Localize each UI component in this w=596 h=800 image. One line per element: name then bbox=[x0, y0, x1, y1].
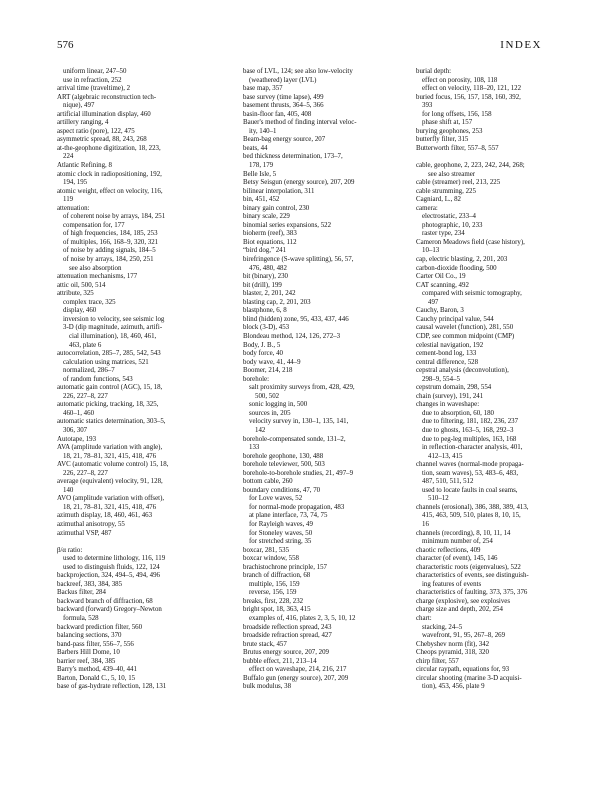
index-subentry: sonic logging in, 500 bbox=[249, 401, 308, 409]
index-entry: butterfly filter, 315 bbox=[416, 136, 469, 144]
index-entry: causal wavelet (function), 281, 550 bbox=[416, 324, 514, 332]
index-entry: bit (binary), 230 bbox=[243, 273, 288, 281]
index-entry: balancing sections, 370 bbox=[57, 632, 122, 640]
index-subentry: effect on porosity, 108, 118 bbox=[422, 76, 498, 84]
index-entry: azimuthal anisotropy, 55 bbox=[57, 520, 125, 528]
index-entry: borehole televiewer, 500, 503 bbox=[243, 461, 325, 469]
index-entry: Carter Oil Co., 19 bbox=[416, 273, 466, 281]
index-entry: Bauer's method of finding interval veloc- bbox=[243, 119, 357, 127]
index-subentry: due to filtering, 181, 182, 236, 237 bbox=[422, 418, 519, 426]
index-entry: Betsy Seisgun (energy source), 207, 209 bbox=[243, 179, 355, 187]
index-subentry: stacking, 24–5 bbox=[422, 623, 463, 631]
index-section-gap bbox=[416, 153, 544, 162]
index-entry: Autotape, 193 bbox=[57, 435, 97, 443]
index-entry: ART (algebraic reconstruction tech- bbox=[57, 93, 157, 101]
index-entry: blaster, 2, 201, 242 bbox=[243, 290, 296, 298]
index-entry: base map, 357 bbox=[243, 85, 283, 93]
index-entry: Cauchy, Baron, 3 bbox=[416, 307, 464, 315]
index-entry: bed thickness determination, 173–7, bbox=[243, 153, 343, 161]
index-entry: base survey (time lapse), 499 bbox=[243, 93, 324, 101]
index-entry: basin-floor fan, 405, 408 bbox=[243, 110, 312, 118]
index-entry: cable, geophone, 2, 223, 242, 244, 268; bbox=[416, 162, 525, 170]
index-subentry: nique), 497 bbox=[63, 102, 95, 110]
index-entry: channels (recording), 8, 10, 11, 14 bbox=[416, 529, 511, 537]
index-entry: backward branch of diffraction, 68 bbox=[57, 597, 153, 605]
index-entry: broadside reflection spread, 243 bbox=[243, 623, 332, 631]
index-subentry: reverse, 156, 159 bbox=[249, 589, 297, 597]
index-subentry: tion, seam waves), 53, 483–6, 483, bbox=[422, 469, 519, 477]
index-subentry: at plane interface, 73, 74, 75 bbox=[249, 512, 328, 520]
index-subentry: inversion to velocity, see seismic log bbox=[63, 315, 165, 323]
index-entry: CDP, see common midpoint (CMP) bbox=[416, 332, 515, 340]
index-entry: Barbers Hill Dome, 10 bbox=[57, 649, 120, 657]
index-subentry: 224 bbox=[63, 153, 74, 161]
index-subentry: cial illumination), 18, 460, 461, bbox=[69, 332, 157, 340]
index-subentry: photographic, 10, 233 bbox=[422, 221, 483, 229]
index-entry: bit (drill), 199 bbox=[243, 281, 282, 289]
index-subentry: electrostatic, 233–4 bbox=[422, 213, 476, 221]
index-entry: charge (explosive), see explosives bbox=[416, 597, 511, 605]
index-subentry: 10–13 bbox=[422, 247, 440, 255]
index-entry: buried focus, 156, 157, 158, 160, 392, bbox=[416, 93, 521, 101]
index-entry: AVA (amplitude variation with angle), bbox=[57, 444, 163, 452]
index-subentry: for long offsets, 156, 158 bbox=[422, 110, 492, 118]
index-entry: automatic gain control (AGC), 15, 18, bbox=[57, 384, 163, 392]
index-entry: AVC (automatic volume control) 15, 18, bbox=[57, 461, 169, 469]
index-entry: arrival time (traveltime), 2 bbox=[57, 85, 131, 93]
index-entry: borehole-compensated sonde, 131–2, bbox=[243, 435, 346, 443]
index-subentry: of high frequencies, 184, 185, 253 bbox=[63, 230, 158, 238]
index-subentry: of coherent noise by arrays, 184, 251 bbox=[63, 213, 166, 221]
index-subentry: 298–9, 554–5 bbox=[422, 375, 460, 383]
index-entry: automatic picking, tracking, 18, 325, bbox=[57, 401, 159, 409]
index-entry: base of gas-hydrate reflection, 128, 131 bbox=[57, 683, 167, 691]
index-entry: character (of event), 145, 146 bbox=[416, 555, 498, 563]
index-subentry: salt proximity surveys from, 428, 429, bbox=[249, 384, 355, 392]
index-subentry: display, 460 bbox=[63, 307, 97, 315]
index-entry: boundary conditions, 47, 70 bbox=[243, 486, 321, 494]
index-entry: cable strumming, 225 bbox=[416, 187, 476, 195]
index-subentry: of noise by adding signals, 184–5 bbox=[63, 247, 156, 255]
index-subentry: 119 bbox=[63, 196, 74, 204]
index-entry: circular shooting (marine 3-D acquisi- bbox=[416, 674, 522, 682]
index-entry: autocorrelation, 285–7, 285, 542, 543 bbox=[57, 350, 161, 358]
index-entry: base of LVL, 124; see also low-velocity bbox=[243, 68, 353, 75]
index-entry: attenuation: bbox=[57, 204, 90, 212]
index-subentry: complex trace, 325 bbox=[63, 298, 116, 306]
index-entry: Beam-bag energy source, 207 bbox=[243, 136, 326, 144]
index-subentry: 133 bbox=[249, 444, 260, 452]
index-entry: Belle Isle, 5 bbox=[243, 170, 277, 178]
index-subentry: 306, 307 bbox=[63, 426, 88, 434]
index-entry: block (3-D), 453 bbox=[243, 324, 290, 332]
index-entry: Blondeau method, 124, 126, 272–3 bbox=[243, 332, 341, 340]
index-entry: boxcar, 281, 535 bbox=[243, 546, 290, 554]
index-entry: borehole geophone, 130, 488 bbox=[243, 452, 324, 460]
index-subentry: due to peg-leg multiples, 163, 168 bbox=[422, 435, 517, 443]
index-entry: Cauchy principal value, 544 bbox=[416, 315, 494, 323]
index-subentry: 460–1, 460 bbox=[63, 409, 95, 417]
index-subentry: 226, 227–8, 227 bbox=[63, 469, 108, 477]
index-entry: cap, electric blasting, 2, 201, 203 bbox=[416, 256, 508, 264]
index-subentry: examples of, 416, plates 2, 3, 5, 10, 12 bbox=[249, 615, 356, 622]
index-subentry: 142 bbox=[255, 426, 266, 434]
index-subentry: phase shift at, 157 bbox=[422, 119, 473, 127]
index-entry: backprojection, 324, 494–5, 494, 496 bbox=[57, 572, 160, 580]
index-entry: “bird dog,” 241 bbox=[243, 247, 287, 255]
index-subentry: due to ghosts, 163–5, 168, 292–3 bbox=[422, 426, 514, 434]
index-subentry: 178, 179 bbox=[249, 162, 274, 170]
index-entry: central difference, 528 bbox=[416, 358, 479, 366]
index-subentry: 476, 480, 482 bbox=[249, 264, 287, 272]
index-subentry: 194, 195 bbox=[63, 179, 88, 187]
index-subentry: ing features of events bbox=[422, 580, 482, 588]
index-entry: cable (streamer) reel, 213, 225 bbox=[416, 179, 501, 187]
index-subentry: 3-D (dip magnitude, azimuth, artifi- bbox=[63, 324, 163, 332]
index-entry: boxcar window, 558 bbox=[243, 555, 300, 563]
index-entry: Backus filter, 284 bbox=[57, 589, 106, 597]
index-subentry: velocity survey in, 130–1, 135, 141, bbox=[249, 418, 349, 426]
index-subentry: 412–13, 415 bbox=[428, 452, 463, 460]
index-entry: azimuthal VSP, 487 bbox=[57, 529, 112, 537]
index-entry: Atlantic Refining, 8 bbox=[57, 162, 112, 170]
index-subentry: 16 bbox=[422, 520, 429, 528]
index-subentry: effect on waveshape, 214, 216, 217 bbox=[249, 666, 347, 674]
index-entry: bubble effect, 211, 213–14 bbox=[243, 657, 317, 665]
index-subentry: 226, 227–8, 227 bbox=[63, 392, 108, 400]
index-entry: Buffalo gun (energy source), 207, 209 bbox=[243, 674, 349, 682]
index-subentry: used to distinguish fluids, 122, 124 bbox=[63, 563, 160, 571]
index-entry: birefringence (S-wave splitting), 56, 57, bbox=[243, 256, 354, 264]
index-entry: Barry's method, 439–40, 441 bbox=[57, 666, 137, 674]
index-subentry: of multiples, 166, 168–9, 320, 321 bbox=[63, 238, 159, 246]
index-entry: cepstral analysis (deconvolution), bbox=[416, 367, 509, 375]
index-entry: characteristic roots (eigenvalues), 522 bbox=[416, 563, 521, 571]
index-entry: at-the-geophone digitization, 18, 223, bbox=[57, 144, 161, 152]
index-entry: bright spot, 18, 363, 415 bbox=[243, 606, 311, 614]
index-subentry: for stretched string, 35 bbox=[249, 538, 312, 546]
index-entry: changes in waveshape: bbox=[416, 401, 480, 409]
index-subentry: ity, 140–1 bbox=[249, 127, 277, 135]
index-entry: band-pass filter, 556–7, 556 bbox=[57, 640, 134, 648]
index-entry: characteristics of events, see distinguish- bbox=[416, 572, 529, 580]
index-entry: beats, 44 bbox=[243, 144, 268, 152]
index-entry: channels (erosional), 386, 388, 389, 413, bbox=[416, 503, 529, 511]
index-entry: asymmetric spread, 88, 243, 268 bbox=[57, 136, 147, 144]
index-entry: borehole-to-borehole studies, 21, 497–9 bbox=[243, 469, 354, 477]
index-entry: channel waves (normal-mode propaga- bbox=[416, 461, 524, 469]
index-entry: Chebyshev norm (fit), 342 bbox=[416, 640, 490, 648]
index-subentry: due to absorption, 60, 180 bbox=[422, 409, 494, 417]
index-subentry: used to locate faults in coal seams, bbox=[422, 486, 518, 494]
index-entry: bioherm (reef), 383 bbox=[243, 230, 297, 238]
index-subentry: multiple, 156, 159 bbox=[249, 580, 300, 588]
index-subentry: formula, 528 bbox=[63, 615, 99, 622]
index-entry: burial depth: bbox=[416, 68, 452, 75]
index-entry: Biot equations, 112 bbox=[243, 238, 297, 246]
index-subentry: normalized, 286–7 bbox=[63, 367, 115, 375]
index-entry: bilinear interpolation, 311 bbox=[243, 187, 315, 195]
index-entry: bin, 451, 452 bbox=[243, 196, 280, 204]
index-entry: basement thrusts, 364–5, 366 bbox=[243, 102, 324, 110]
index-entry: chain (survey), 191, 241 bbox=[416, 392, 484, 400]
index-entry: automatic statics determination, 303–5, bbox=[57, 418, 166, 426]
index-subentry: for normal-mode propagation, 483 bbox=[249, 503, 345, 511]
index-subentry: 393 bbox=[422, 102, 433, 110]
index-entry: bulk modulus, 38 bbox=[243, 683, 292, 691]
index-subentry: effect on velocity, 118–20, 121, 122 bbox=[422, 85, 522, 93]
index-entry: azimuth display, 18, 460, 461, 463 bbox=[57, 512, 153, 520]
index-subentry: 415, 463, 509, 510, plates 8, 10, 15, bbox=[422, 512, 521, 520]
index-entry: cepstrum domain, 298, 554 bbox=[416, 384, 492, 392]
index-subentry: compensation for, 177 bbox=[63, 221, 125, 229]
index-subentry: uniform linear, 247–50 bbox=[63, 68, 127, 75]
index-entry: characteristics of faulting, 373, 375, 376 bbox=[416, 589, 528, 597]
index-subentry: see also streamer bbox=[428, 170, 476, 178]
index-subentry: of noise by arrays, 184, 250, 251 bbox=[63, 256, 154, 264]
index-entry: body wave, 41, 44–9 bbox=[243, 358, 301, 366]
index-entry: aspect ratio (pore), 122, 475 bbox=[57, 127, 135, 135]
index-entry: backward (forward) Gregory–Newton bbox=[57, 606, 162, 614]
index-entry: brachistochrone principle, 157 bbox=[243, 563, 327, 571]
index-section-gap bbox=[57, 538, 232, 547]
index-entry: Boomer, 214, 218 bbox=[243, 367, 293, 375]
index-entry: binary gain control, 230 bbox=[243, 204, 310, 212]
index-entry: AVO (amplitude variation with offset), bbox=[57, 495, 165, 503]
index-subentry: used to determine lithology, 116, 119 bbox=[63, 555, 166, 563]
index-entry: cement-bond log, 133 bbox=[416, 350, 477, 358]
index-entry: blastphone, 6, 8 bbox=[243, 307, 287, 315]
index-entry: backreef, 383, 384, 385 bbox=[57, 580, 123, 588]
index-entry: branch of diffraction, 68 bbox=[243, 572, 311, 580]
page-number: 576 bbox=[57, 39, 74, 51]
index-entry: attic oil, 500, 514 bbox=[57, 281, 106, 289]
index-subentry: compared with seismic tomography, bbox=[422, 290, 522, 298]
index-subentry: (weathered) layer (LVL) bbox=[249, 76, 317, 84]
index-column-3 bbox=[416, 68, 544, 692]
page-header bbox=[57, 39, 542, 53]
index-entry: brute stack, 457 bbox=[243, 640, 287, 648]
index-subentry: 510–12 bbox=[428, 495, 449, 503]
index-subentry: for Love waves, 52 bbox=[249, 495, 303, 503]
section-title: INDEX bbox=[500, 39, 542, 51]
index-entry: chart: bbox=[416, 615, 432, 622]
index-entry: circular raypath, equations for, 93 bbox=[416, 666, 510, 674]
index-column-2 bbox=[243, 68, 409, 692]
index-subentry: in reflection-character analysis, 401, bbox=[422, 444, 523, 452]
index-subentry: minimum number of, 254 bbox=[422, 538, 493, 546]
index-subentry: 18, 21, 78–81, 321, 415, 418, 476 bbox=[63, 452, 157, 460]
index-subentry: sources in, 205 bbox=[249, 409, 291, 417]
index-subentry: use in refraction, 252 bbox=[63, 76, 122, 84]
index-entry: Cagniard, L., 82 bbox=[416, 196, 461, 204]
index-entry: blasting cap, 2, 201, 203 bbox=[243, 298, 311, 306]
index-entry: β/α ratio: bbox=[57, 546, 83, 554]
index-subentry: 18, 21, 78–81, 321, 415, 418, 476 bbox=[63, 503, 157, 511]
index-entry: Body, J. B., 5 bbox=[243, 341, 281, 349]
index-entry: binomial series expansions, 522 bbox=[243, 221, 332, 229]
index-entry: attribute, 325 bbox=[57, 290, 94, 298]
index-subentry: raster type, 234 bbox=[422, 230, 465, 238]
index-subentry: for Rayleigh waves, 49 bbox=[249, 520, 313, 528]
index-entry: Cameron Meadows field (case history), bbox=[416, 238, 525, 246]
index-entry: barrier reef, 384, 385 bbox=[57, 657, 116, 665]
index-entry: chirp filter, 557 bbox=[416, 657, 459, 665]
index-subentry: 140 bbox=[63, 486, 74, 494]
index-entry: backward prediction filter, 560 bbox=[57, 623, 143, 631]
index-entry: Barton, Donald C., 5, 10, 15 bbox=[57, 674, 136, 682]
index-entry: carbon-dioxide flooding, 500 bbox=[416, 264, 497, 272]
index-entry: celestial navigation, 192 bbox=[416, 341, 484, 349]
index-entry: Brutus energy source, 207, 209 bbox=[243, 649, 329, 657]
index-entry: attenuation mechanisms, 177 bbox=[57, 273, 138, 281]
index-entry: Cheops pyramid, 318, 320 bbox=[416, 649, 489, 657]
index-entry: bottom cable, 260 bbox=[243, 478, 293, 486]
index-subentry: see also absorption bbox=[69, 264, 122, 272]
index-entry: binary scale, 229 bbox=[243, 213, 290, 221]
index-subentry: for Stoneley waves, 50 bbox=[249, 529, 313, 537]
index-entry: atomic clock in radiopositioning, 192, bbox=[57, 170, 162, 178]
index-entry: broadside refraction spread, 427 bbox=[243, 632, 332, 640]
index-entry: breaks, first, 228, 232 bbox=[243, 597, 304, 605]
index-entry: borehole: bbox=[243, 375, 270, 383]
index-entry: artillery ranging, 4 bbox=[57, 119, 109, 127]
index-entry: blind (hidden) zone, 95, 433, 437, 446 bbox=[243, 315, 349, 323]
index-subentry: 500, 502 bbox=[255, 392, 280, 400]
index-column-1 bbox=[57, 68, 232, 692]
index-subentry: calculation using matrices, 521 bbox=[63, 358, 149, 366]
index-entry: atomic weight, effect on velocity, 116, bbox=[57, 187, 163, 195]
index-subentry: 463, plate 6 bbox=[69, 341, 102, 349]
index-entry: camera: bbox=[416, 204, 438, 212]
index-subentry: 497 bbox=[428, 298, 439, 306]
index-entry: average (equivalent) velocity, 91, 128, bbox=[57, 478, 163, 486]
index-entry: burying geophones, 253 bbox=[416, 127, 483, 135]
index-entry: chaotic reflections, 409 bbox=[416, 546, 481, 554]
index-subentry: wavefront, 91, 95, 267–8, 269 bbox=[422, 632, 506, 640]
index-entry: CAT scanning, 492 bbox=[416, 281, 469, 289]
index-entry: Butterworth filter, 557–8, 557 bbox=[416, 144, 499, 152]
index-entry: artificial illumination display, 460 bbox=[57, 110, 151, 118]
index-subentry: of random functions, 543 bbox=[63, 375, 133, 383]
index-subentry: 487, 510, 511, 512 bbox=[422, 478, 474, 486]
index-subentry: tion), 453, 456, plate 9 bbox=[422, 683, 485, 691]
index-entry: body force, 40 bbox=[243, 350, 283, 358]
index-entry: charge size and depth, 202, 254 bbox=[416, 606, 503, 614]
